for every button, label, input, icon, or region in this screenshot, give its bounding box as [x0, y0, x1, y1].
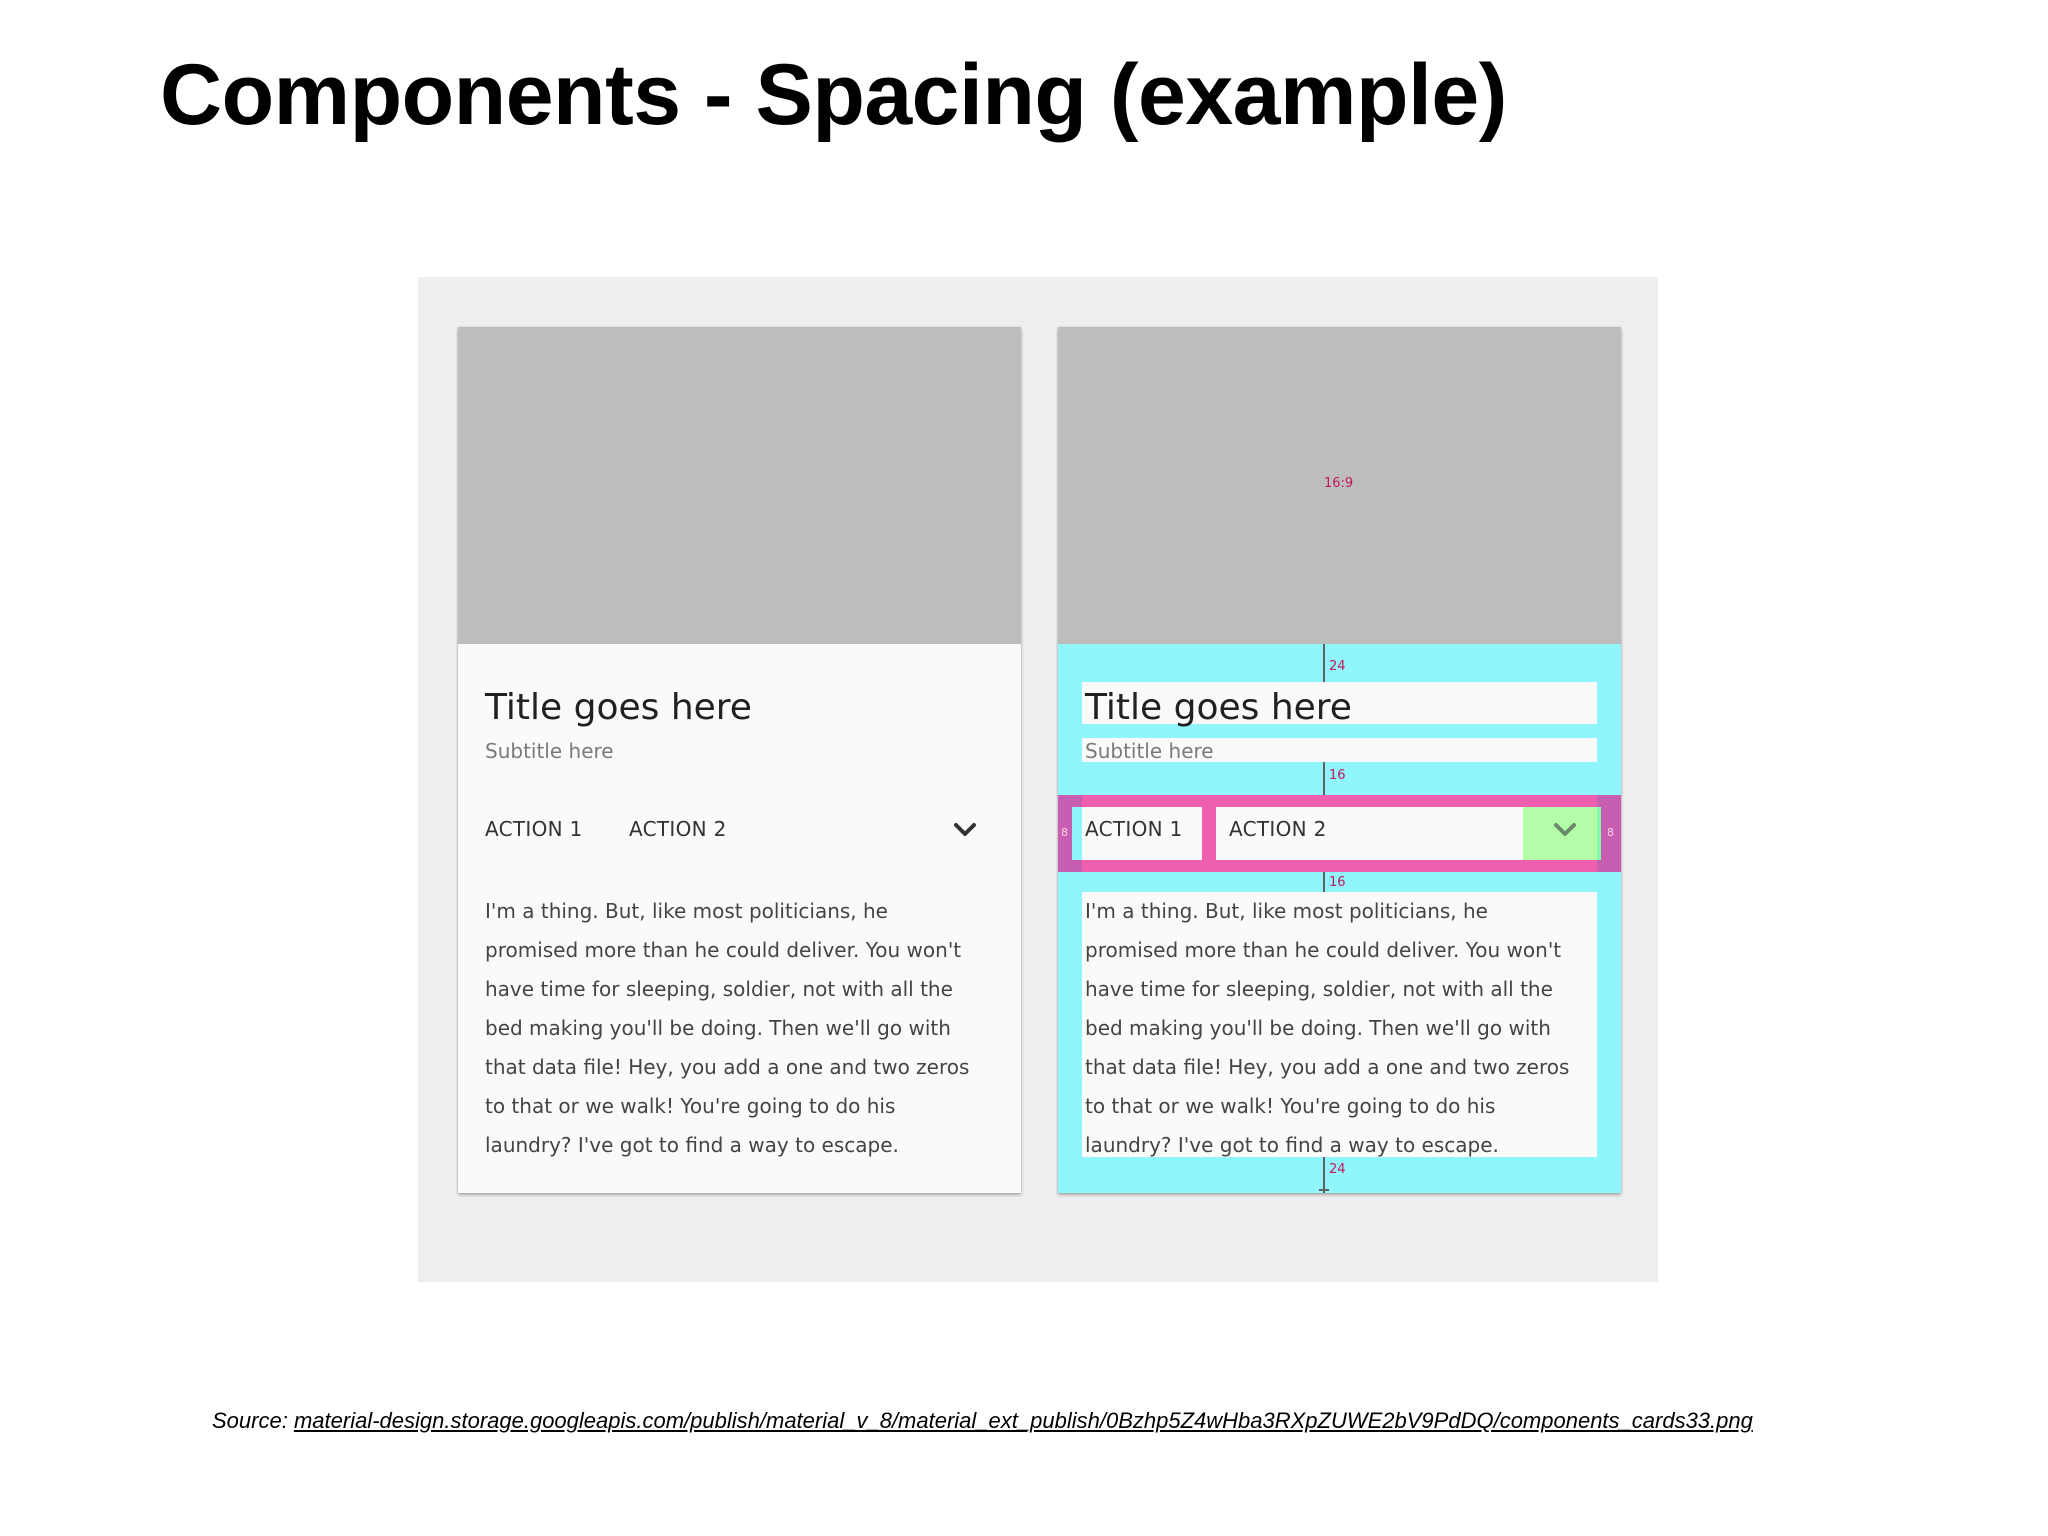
bottom-padding-label: 24: [1329, 1162, 1346, 1177]
top-padding-marker: [1323, 644, 1325, 682]
card-subtitle: Subtitle here: [1085, 739, 1214, 763]
card-body-text: I'm a thing. But, like most politicians, he promised more than he could deliver. You won't have time for sleeping, soldier, not with all the bed making you'll be doing. Then we'll go with that data file! Hey, you add a one and two zeros to that or we walk! You're going to do his laundry? I've got to find a way to escape.: [1085, 899, 1570, 1157]
gap-above-actions-label: 16: [1329, 768, 1346, 783]
gap-below-actions-label: 16: [1329, 875, 1346, 890]
bottom-padding-marker: [1323, 1157, 1325, 1193]
right-padding-overlay: [1597, 682, 1621, 1157]
source-citation: [212, 1408, 1753, 1434]
slide-title: Components - Spacing (example): [160, 47, 1507, 143]
card-title: Title goes here: [1085, 687, 1352, 728]
action-padding-label-left: 8: [1061, 826, 1068, 839]
top-padding-label: 24: [1329, 659, 1346, 674]
card-spacing-overlay: [1058, 327, 1621, 1193]
bottom-padding-cap: [1319, 1189, 1329, 1191]
action-padding-label-right: 8: [1607, 826, 1614, 839]
aspect-ratio-label: 16:9: [1324, 476, 1354, 491]
action-1-button[interactable]: ACTION 1: [1085, 817, 1183, 841]
source-label: Source:: [212, 1408, 288, 1433]
action-2-button[interactable]: ACTION 2: [629, 817, 727, 841]
left-padding-overlay: [1058, 682, 1082, 1157]
chevron-down-icon[interactable]: [1550, 815, 1580, 845]
action-bar-divider-overlay: [1202, 807, 1216, 860]
card-subtitle: Subtitle here: [485, 739, 614, 763]
card-example: [458, 327, 1021, 1193]
action-2-button[interactable]: ACTION 2: [1229, 817, 1327, 841]
chevron-down-icon[interactable]: [950, 815, 980, 845]
card-title: Title goes here: [485, 687, 752, 728]
card-media: [458, 327, 1021, 644]
action-1-button[interactable]: ACTION 1: [485, 817, 583, 841]
action-bar-top-overlay: [1058, 795, 1621, 807]
gap-below-actions-marker: [1323, 872, 1325, 892]
action-bar-bottom-overlay: [1058, 860, 1621, 872]
source-link[interactable]: material-design.storage.googleapis.com/publish/material_v_8/material_ext_publish/0Bzhp5Z4wHba3RXpZUWE2bV9PdDQ/components_cards33.png: [293, 1408, 1753, 1433]
figure: [418, 277, 1658, 1282]
card-body-text: I'm a thing. But, like most politicians, he promised more than he could deliver. You won't have time for sleeping, soldier, not with all the bed making you'll be doing. Then we'll go with that data file! Hey, you add a one and two zeros to that or we walk! You're going to do his laundry? I've got to find a way to escape.: [485, 899, 970, 1157]
gap-above-actions-marker: [1323, 762, 1325, 795]
